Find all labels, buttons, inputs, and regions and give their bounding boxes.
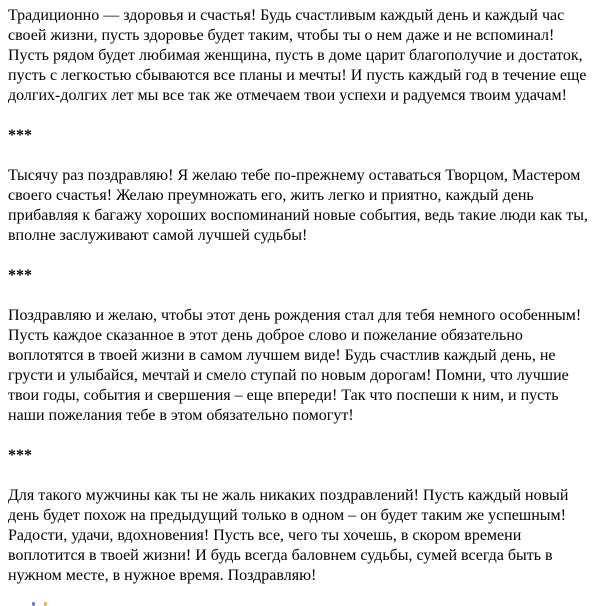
section-separator-1: *** <box>8 127 32 144</box>
cutoff-text-dot-orange <box>44 602 47 606</box>
cutoff-next-line-sliver <box>0 601 601 606</box>
greeting-paragraph-2: Тысячу раз поздравляю! Я желаю тебе по-прежнему оставаться Творцом, Мастером своего счастья! Желаю преумножать его, жить легко и приятно, каждый день прибавляя к багажу хороших воспоминаний новые события, ведь такие люди как ты, вполне заслуживают самой лучшей судьбы! <box>8 167 589 244</box>
cutoff-text-dot-blue <box>32 602 35 606</box>
section-separator-2: *** <box>8 267 32 284</box>
greeting-paragraph-3: Поздравляю и желаю, чтобы этот день рождения стал для тебя немного особенным! Пусть каждое сказанное в этот день доброе слово и пожелание обязательно воплотятся в твоей жизни в самом лучшем виде! Будь счастлив каждый день, не грусти и улыбайся, мечтай и смело ступай по новым дорогам! Помни, что лучшие твои годы, события и свершения – еще впереди! Так что поспеши к ним, и пусть наши пожелания тебе в этом обязательно помогут! <box>8 307 582 424</box>
greeting-paragraph-4: Для такого мужчины как ты не жаль никаких поздравлений! Пусть каждый новый день будет похож на предыдущий только в одном – он будет таким же успешным! Радости, удачи, вдохновения! Пусть все, чего ты хочешь, в скором времени воплотится в твоей жизни! И будь всегда баловнем судьбы, сумей всегда быть в нужном месте, в нужное время. Поздравляю! <box>8 487 569 584</box>
greeting-paragraph-1: Традиционно — здоровья и счастья! Будь счастливым каждый день и каждый час своей жизни, пусть здоровье будет таким, чтобы ты о нем даже и не вспоминал! Пусть рядом будет любимая женщина, пусть в доме царит благополучие и достаток, пусть с легкостью сбываются все планы и мечты! И пусть каждый год в течение еще долгих-долгих лет мы все так же отмечаем твои успехи и радуемся твоим удачам! <box>8 7 587 104</box>
section-separator-3: *** <box>8 447 32 464</box>
